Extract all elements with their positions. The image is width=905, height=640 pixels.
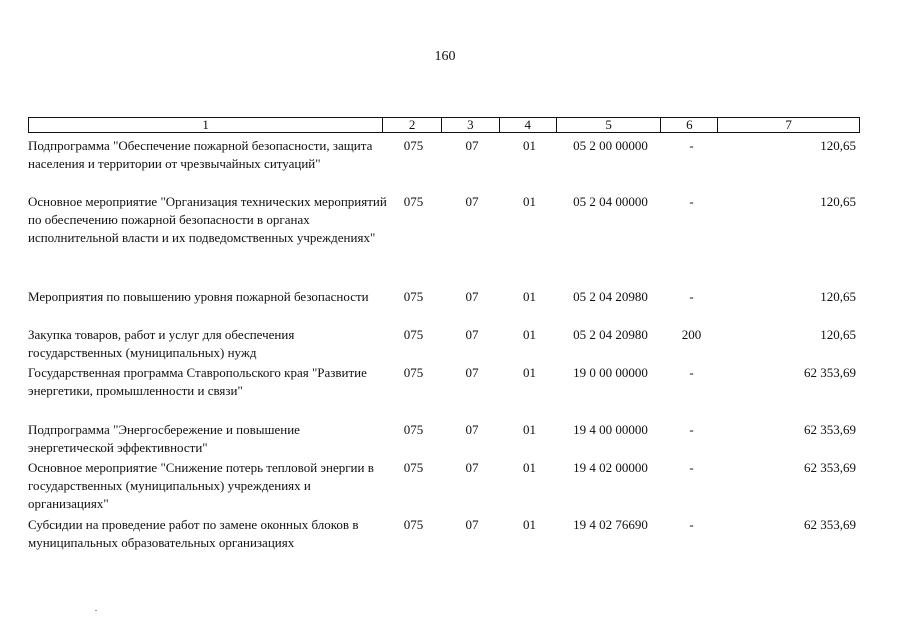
header-col-2: 2: [383, 118, 442, 132]
row-vr: -: [689, 365, 694, 380]
row-sum: 120,65: [820, 327, 856, 342]
row-code: 075: [403, 194, 424, 209]
row-vr: -: [689, 194, 694, 209]
row-csr: 19 4 00 00000: [573, 422, 648, 437]
header-col-5: 5: [557, 118, 662, 132]
row-code: 075: [403, 460, 424, 475]
scan-speck: [95, 610, 97, 611]
row-sum: 62 353,69: [804, 422, 856, 437]
row-csr: 19 4 02 00000: [573, 460, 648, 475]
row-code: 075: [403, 517, 424, 532]
header-col-7: 7: [785, 117, 792, 132]
row-code: 075: [403, 327, 424, 342]
row-section: 07: [465, 289, 479, 304]
row-subsection: 01: [523, 327, 536, 342]
page-number: 160: [434, 49, 456, 64]
row-sum: 62 353,69: [804, 517, 856, 532]
row-vr: -: [689, 289, 694, 304]
row-subsection: 01: [523, 460, 536, 475]
row-name: Основное мероприятие "Снижение потерь тепловой энергии в государственных (муниципальных) учреждениях и организациях": [28, 460, 374, 511]
row-name: Мероприятия по повышению уровня пожарной безопасности: [28, 289, 369, 304]
row-sum: 120,65: [820, 289, 856, 304]
row-name: Государственная программа Ставропольского края "Развитие энергетики, промышленности и связи": [28, 365, 367, 398]
row-subsection: 01: [523, 517, 536, 532]
row-code: 075: [403, 422, 424, 437]
row-vr: -: [689, 422, 694, 437]
row-subsection: 01: [523, 138, 536, 153]
header-col-6: 6: [661, 118, 718, 132]
row-section: 07: [465, 365, 479, 380]
row-sum: 120,65: [820, 138, 856, 153]
row-sum: 62 353,69: [804, 460, 856, 475]
row-csr: 05 2 00 00000: [573, 138, 648, 153]
row-csr: 05 2 04 20980: [573, 289, 648, 304]
row-vr: -: [689, 517, 694, 532]
row-name: Основное мероприятие "Организация технических мероприятий по обеспечению пожарной безопасности в органах исполнительной власти и их подведомственных учреждениях": [28, 194, 387, 245]
row-section: 07: [465, 194, 479, 209]
row-csr: 19 4 02 76690: [573, 517, 648, 532]
row-name: Подпрограмма "Обеспечение пожарной безопасности, защита населения и территории от чрезвычайных ситуаций": [28, 138, 373, 171]
row-sum: 62 353,69: [804, 365, 856, 380]
row-subsection: 01: [523, 365, 536, 380]
row-code: 075: [403, 289, 424, 304]
row-sum: 120,65: [820, 194, 856, 209]
row-csr: 05 2 04 20980: [573, 327, 648, 342]
table-header: [28, 117, 860, 133]
row-vr: -: [689, 138, 694, 153]
row-code: 075: [403, 365, 424, 380]
row-subsection: 01: [523, 422, 536, 437]
row-code: 075: [403, 138, 424, 153]
header-col-1: 1: [29, 118, 383, 132]
row-section: 07: [465, 422, 479, 437]
row-section: 07: [465, 460, 479, 475]
row-vr: 200: [681, 327, 702, 342]
header-col-3: 3: [442, 118, 500, 132]
row-name: Субсидии на проведение работ по замене оконных блоков в муниципальных образовательных организациях: [28, 517, 359, 550]
row-section: 07: [465, 517, 479, 532]
row-vr: -: [689, 460, 694, 475]
row-name: Подпрограмма "Энергосбережение и повышение энергетической эффективности": [28, 422, 300, 455]
row-name: Закупка товаров, работ и услуг для обеспечения государственных (муниципальных) нужд: [28, 327, 295, 360]
row-subsection: 01: [523, 194, 536, 209]
row-csr: 05 2 04 00000: [573, 194, 648, 209]
row-section: 07: [465, 138, 479, 153]
row-csr: 19 0 00 00000: [573, 365, 648, 380]
row-subsection: 01: [523, 289, 536, 304]
header-col-4: 4: [500, 118, 557, 132]
row-section: 07: [465, 327, 479, 342]
